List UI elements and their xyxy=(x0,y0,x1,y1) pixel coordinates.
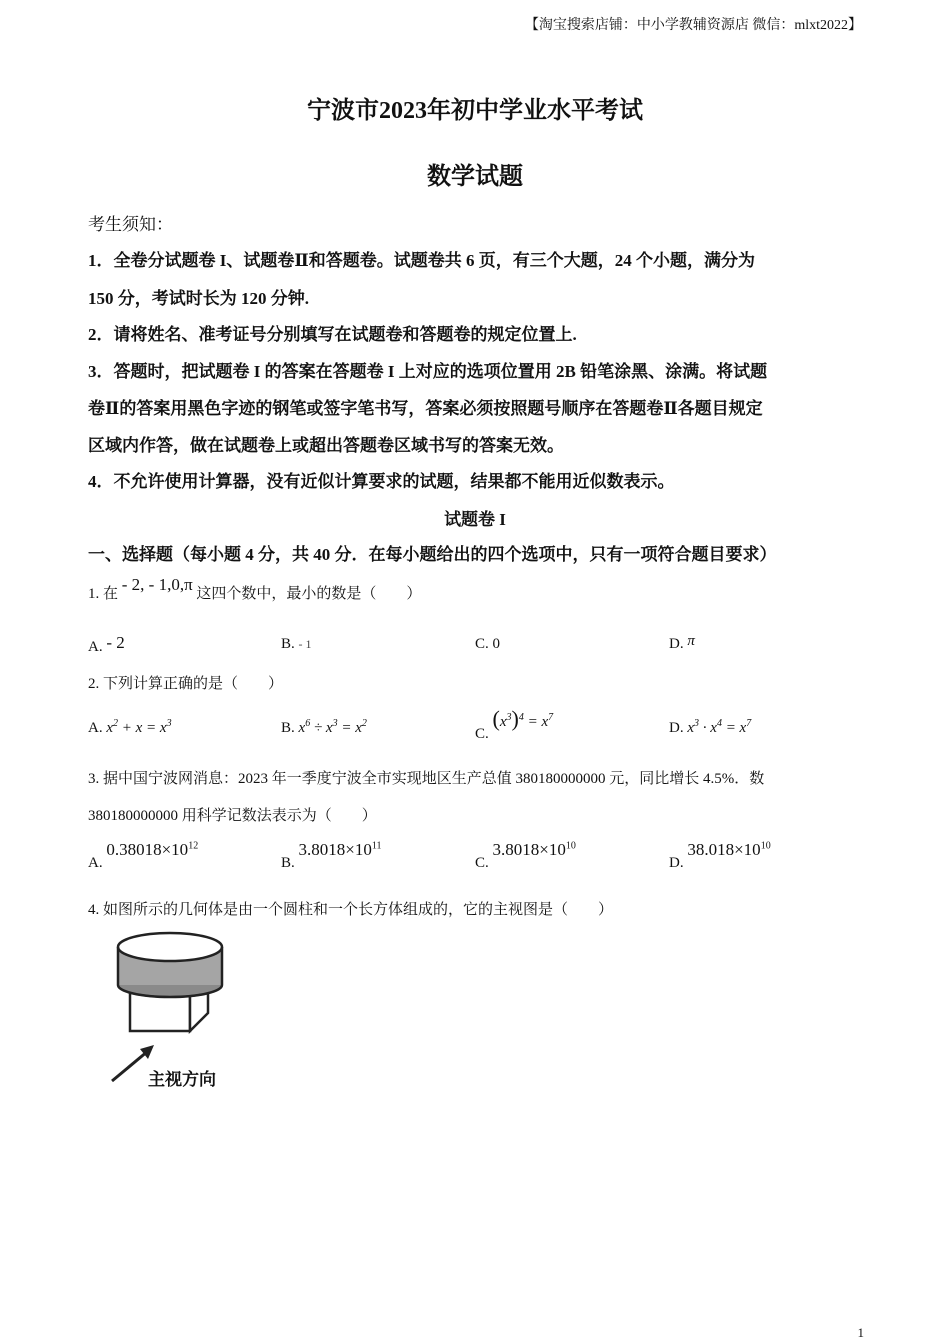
q3-option-a xyxy=(88,840,199,871)
q1-prefix: 1. 在 xyxy=(88,586,119,602)
q2-d-formula: $x^3 \cdot x^4 = x^7$ xyxy=(687,718,752,736)
question-2: 2. 下列计算正确的是（ ） xyxy=(88,676,284,692)
option-label: A. xyxy=(88,855,103,871)
option-label: C. xyxy=(475,726,489,742)
q2-option-d xyxy=(669,718,751,737)
option-label: B. xyxy=(281,636,295,652)
notice-line-1: 1．全卷分试题卷 I、试题卷Ⅱ和答题卷。试题卷共 6 页，有三个大题，24 个小题，满分为 xyxy=(88,251,755,270)
section-title: 试题卷 I xyxy=(444,510,506,529)
q2-option-a xyxy=(88,718,172,737)
q1-math: - 2, - 1,0,π xyxy=(121,575,193,594)
question-3-line-1: 3. 据中国宁波网消息：2023 年一季度宁波全市实现地区生产总值 380180000000 元，同比增长 4.5%．数 xyxy=(88,771,765,787)
page-title: 宁波市2023年初中学业水平考试 xyxy=(307,98,643,124)
q3-option-d xyxy=(669,840,771,871)
option-value: $0.38018\times 10^{12}$ xyxy=(106,840,199,859)
question-4: 4. 如图所示的几何体是由一个圆柱和一个长方体组成的，它的主视图是（ ） xyxy=(88,902,614,918)
q3-option-c xyxy=(475,840,576,871)
header-note: 【淘宝搜索店铺：中小学教辅资源店 微信：mlxt2022】 xyxy=(524,18,862,33)
notice-line-3: 3．答题时，把试题卷 I 的答案在答题卷 I 上对应的选项位置用 2B 铅笔涂黑、涂满。将试题 xyxy=(88,362,768,381)
question-1 xyxy=(88,575,422,603)
option-label: B. xyxy=(281,720,295,736)
option-value: - 2 xyxy=(106,633,125,652)
option-label: D. xyxy=(669,855,684,871)
option-label: A. xyxy=(88,720,103,736)
notice-line-2: 2．请将姓名、准考证号分别填写在试题卷和答题卷的规定位置上. xyxy=(88,325,577,344)
option-value: $3.8018\times 10^{11}$ xyxy=(298,840,382,859)
option-value: $3.8018\times 10^{10}$ xyxy=(492,840,576,859)
part1-heading: 一、选择题（每小题 4 分，共 40 分．在每小题给出的四个选项中，只有一项符合题目要求） xyxy=(88,545,777,564)
option-label: B. xyxy=(281,855,295,871)
notice-line-1b: 150 分，考试时长为 120 分钟. xyxy=(88,289,309,308)
q1-option-b xyxy=(281,636,312,653)
notice-line-4: 4．不允许使用计算器，没有近似计算要求的试题，结果都不能用近似数表示。 xyxy=(88,472,675,491)
option-label: C. xyxy=(475,855,489,871)
q1-suffix: 这四个数中，最小的数是（ ） xyxy=(196,586,422,602)
question-3-line-2: 380180000000 用科学记数法表示为（ ） xyxy=(88,808,377,824)
notice-line-3b: 卷Ⅱ的答案用黑色字迹的钢笔或签字笔书写，答案必须按照题号顺序在答题卷Ⅱ各题目规定 xyxy=(88,399,763,418)
q2-b-formula: $x^6 \div x^3 = x^2$ xyxy=(298,718,367,736)
option-value: 0 xyxy=(492,636,501,652)
page-number: 1 xyxy=(857,1325,864,1340)
notice-line-3c: 区域内作答，做在试题卷上或超出答题卷区域书写的答案无效。 xyxy=(88,436,564,455)
option-value: $38.018\times 10^{10}$ xyxy=(687,840,771,859)
q3-option-b xyxy=(281,840,382,871)
q1-option-d xyxy=(669,633,695,653)
q1-option-a xyxy=(88,633,125,656)
q2-c-formula: $(x^3)^4 = x^7$ xyxy=(492,706,554,731)
figure-caption: 主视方向 xyxy=(148,1070,216,1090)
option-label: A. xyxy=(88,639,103,655)
option-value: π xyxy=(687,633,695,649)
notice-heading: 考生须知： xyxy=(88,215,173,234)
page-subtitle: 数学试题 xyxy=(427,164,523,190)
geometry-figure xyxy=(100,925,260,1095)
option-label: D. xyxy=(669,636,684,652)
option-value: - 1 xyxy=(298,637,312,651)
option-label: C. xyxy=(475,636,489,652)
option-label: D. xyxy=(669,720,684,736)
q2-option-b xyxy=(281,718,367,737)
q1-option-c xyxy=(475,636,500,653)
q2-option-c xyxy=(475,706,554,742)
q2-a-formula: $x^2 + x = x^3$ xyxy=(106,718,172,736)
